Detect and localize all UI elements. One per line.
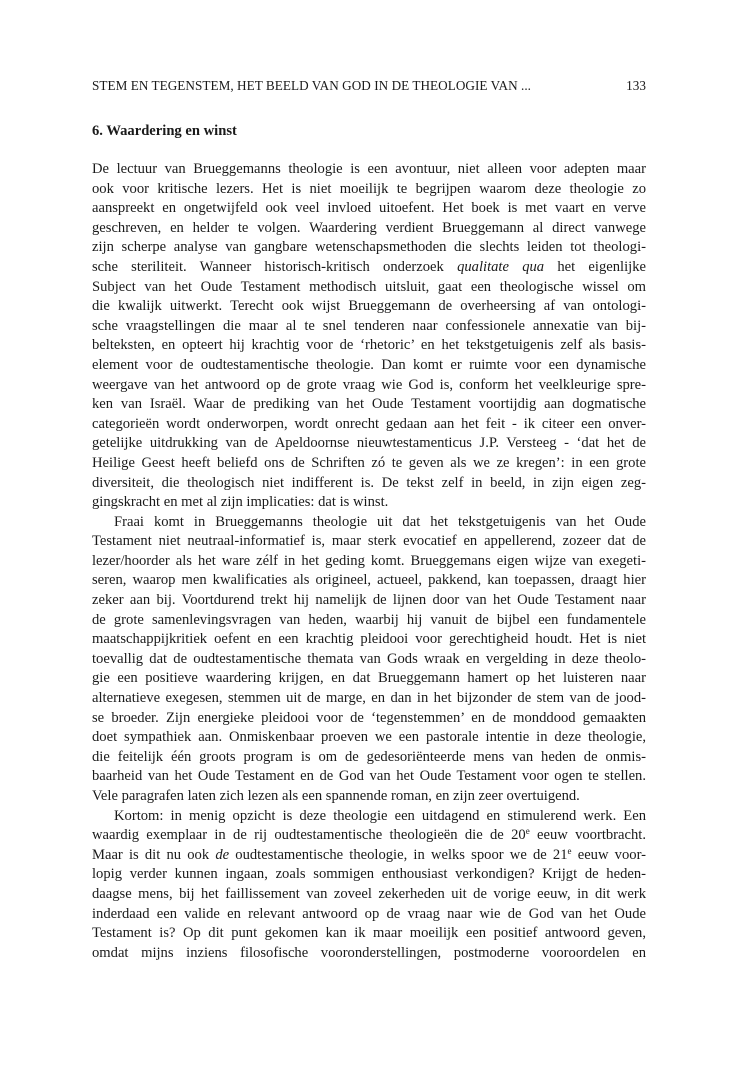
text-line: ook voor kritische lezers. Het is niet moeilijk te begrijpen waarom deze theologie zo: [92, 180, 646, 197]
text-line: Testament niet neutraal-informatief is, maar sterk evocatief en appellerend, zozeer dat de: [92, 533, 646, 550]
emphasis: de: [215, 846, 230, 863]
text-line: die feitelijk één groots program is om de gedesoriënteerde mens van heden de onmis-: [92, 748, 646, 765]
text-line: omdat mijns inziens filosofische vooronderstellingen, postmoderne vooroordelen en: [92, 944, 646, 961]
superscript: e: [525, 826, 530, 837]
text-line: toevallig dat de oudtestamentische themata van Gods wraak en vergelding in deze theolo-: [92, 650, 646, 667]
text-line: ken van Israël. Waar de prediking van het Oude Testament voortijdig aan dogmatische: [92, 396, 646, 413]
text-line: gingskracht en met al zijn implicaties: dat is winst.: [92, 494, 389, 511]
text-line: maatschappijkritiek oefent en een krachtig pleidooi voor gerechtigheid houdt. Het is niet: [92, 631, 646, 648]
text-line: De lectuur van Brueggemanns theologie is een avontuur, niet alleen voor adepten maar: [92, 161, 646, 177]
text-segment: het eigenlijke: [557, 258, 646, 275]
text-line: geschreven, en helder te volgen. Waardering verdient Brueggemann al direct vanwege: [92, 219, 646, 236]
text-line: se broeder. Zijn energieke pleidooi voor de ‘tegenstemmen’ en de monddood gemaakten: [92, 709, 646, 726]
text-line: Testament is? Op dit punt gekomen kan ik maar moeilijk een positief antwoord geven,: [92, 925, 646, 942]
text-line: categorieën wordt onderworpen, wordt onrecht gedaan aan het feit - ik citeer een onver-: [92, 415, 646, 432]
text-line: baarheid van het Oude Testament en de God van het Oude Testament voor ogen te stellen.: [92, 768, 646, 785]
text-line: alternatieve exegesen, stemmen uit de marge, en dan in het bijzonder de stem van de jood-: [92, 690, 646, 707]
text-line: inderdaad een valide en relevant antwoord op de vraag naar wie de God van het Oude: [92, 905, 646, 922]
text-line: [92, 258, 646, 278]
text-line: aanspreekt en ongetwijfeld ook veel invloed uitoefent. Het boek is met vaart en verve: [92, 200, 646, 217]
latin-phrase: qualitate qua: [457, 258, 545, 275]
text-line: Subject van het Oude Testament methodisch uitsluit, gaat een theologische wissel om: [92, 278, 646, 295]
text-line: Fraai komt in Brueggemanns theologie uit dat het tekstgetuigenis van het Oude: [114, 513, 646, 530]
text-line: [92, 826, 646, 846]
text-line: seren, waarop men kwalificaties als origineel, actueel, pakkend, kan toepassen, draagt hier: [92, 572, 646, 589]
text-line: daagse mens, bij het faillissement van zoveel zekerheden uit de vorige eeuw, in dit werk: [92, 885, 646, 902]
text-segment: oudtestamentische theologie, in welks spoor we de 21: [229, 846, 568, 863]
text-line: lopig verder kunnen ingaan, zoals sommigen enthousiast verkondigen? Krijgt de heden-: [92, 866, 646, 883]
text-line: belteksten, en opteert hij krachtig voor de ‘rhetoric’ en het tekstgetuigenis zelf als basis-: [92, 337, 646, 354]
text-segment: Maar is dit nu ook: [92, 846, 216, 863]
text-line: Vele paragrafen laten zich lezen als een spannende roman, en zijn zeer overtuigend.: [92, 788, 580, 804]
page-number: 133: [626, 78, 646, 93]
text-line: [92, 846, 646, 866]
text-segment: waardig exemplaar in de rij oudtestamentische theologieën die de 20: [92, 827, 526, 844]
text-line: lezer/hoorder als het ware zélf in het geding komt. Brueggemans eigen wijze van exegeti-: [92, 552, 646, 569]
section-heading: 6. Waardering en winst: [92, 123, 237, 139]
text-line: gie een positieve waardering krijgen, en dat Brueggemann hamert op het luisteren naar: [92, 670, 646, 687]
text-line: zijn scherpe analyse van gangbare wetenschapsmethoden die slechts leiden tot theologi-: [92, 239, 646, 256]
text-line: die kwalijk uitwerkt. Terecht ook wijst Brueggemann de overheersing af van ontologi-: [92, 298, 646, 315]
superscript: e: [567, 845, 572, 856]
text-line: de grote samenlevingsvragen van heden, waarbij hij vanuit de bijbel een fundamentele: [92, 611, 646, 628]
text-segment: sche steriliteit. Wanneer historisch-kritisch onderzoek: [92, 258, 444, 275]
text-line: zeker aan bij. Voortdurend trekt hij namelijk de lijnen door van het Oude Testament naar: [92, 592, 646, 609]
text-line: sche vraagstellingen die maar al te snel tenderen naar confessionele annexatie van bij-: [92, 317, 646, 334]
text-line: weergave van het antwoord op de grote vraag wie God is, conform het veelkleurige spre-: [92, 376, 646, 393]
text-line: Heilige Geest heeft beliefd ons de Schriften zó te geven als we ze kregen’: in een grote: [92, 454, 646, 471]
text-segment: eeuw voortbracht.: [529, 827, 647, 844]
body-text: [92, 160, 646, 963]
text-segment: eeuw voor-: [571, 846, 647, 863]
text-line: doet sympathiek aan. Onmiskenbaar proeven we een pastorale intentie in deze theologie,: [92, 729, 646, 746]
running-title: STEM EN TEGENSTEM, HET BEELD VAN GOD IN DE THEOLOGIE VAN ...: [92, 78, 532, 93]
text-line: diversiteit, die theologisch niet indifferent is. De tekst zelf in beeld, in zijn eigen zeg-: [92, 474, 646, 491]
text-line: getelijke uitdrukking van de Apeldoornse nieuwtestamenticus J.P. Versteeg - ‘dat het de: [92, 435, 646, 452]
text-line: element voor de oudtestamentische theologie. Dan komt er ruimte voor een dynamische: [92, 356, 646, 373]
text-line: Kortom: in menig opzicht is deze theologie een uitdagend en stimulerend werk. Een: [114, 807, 646, 824]
